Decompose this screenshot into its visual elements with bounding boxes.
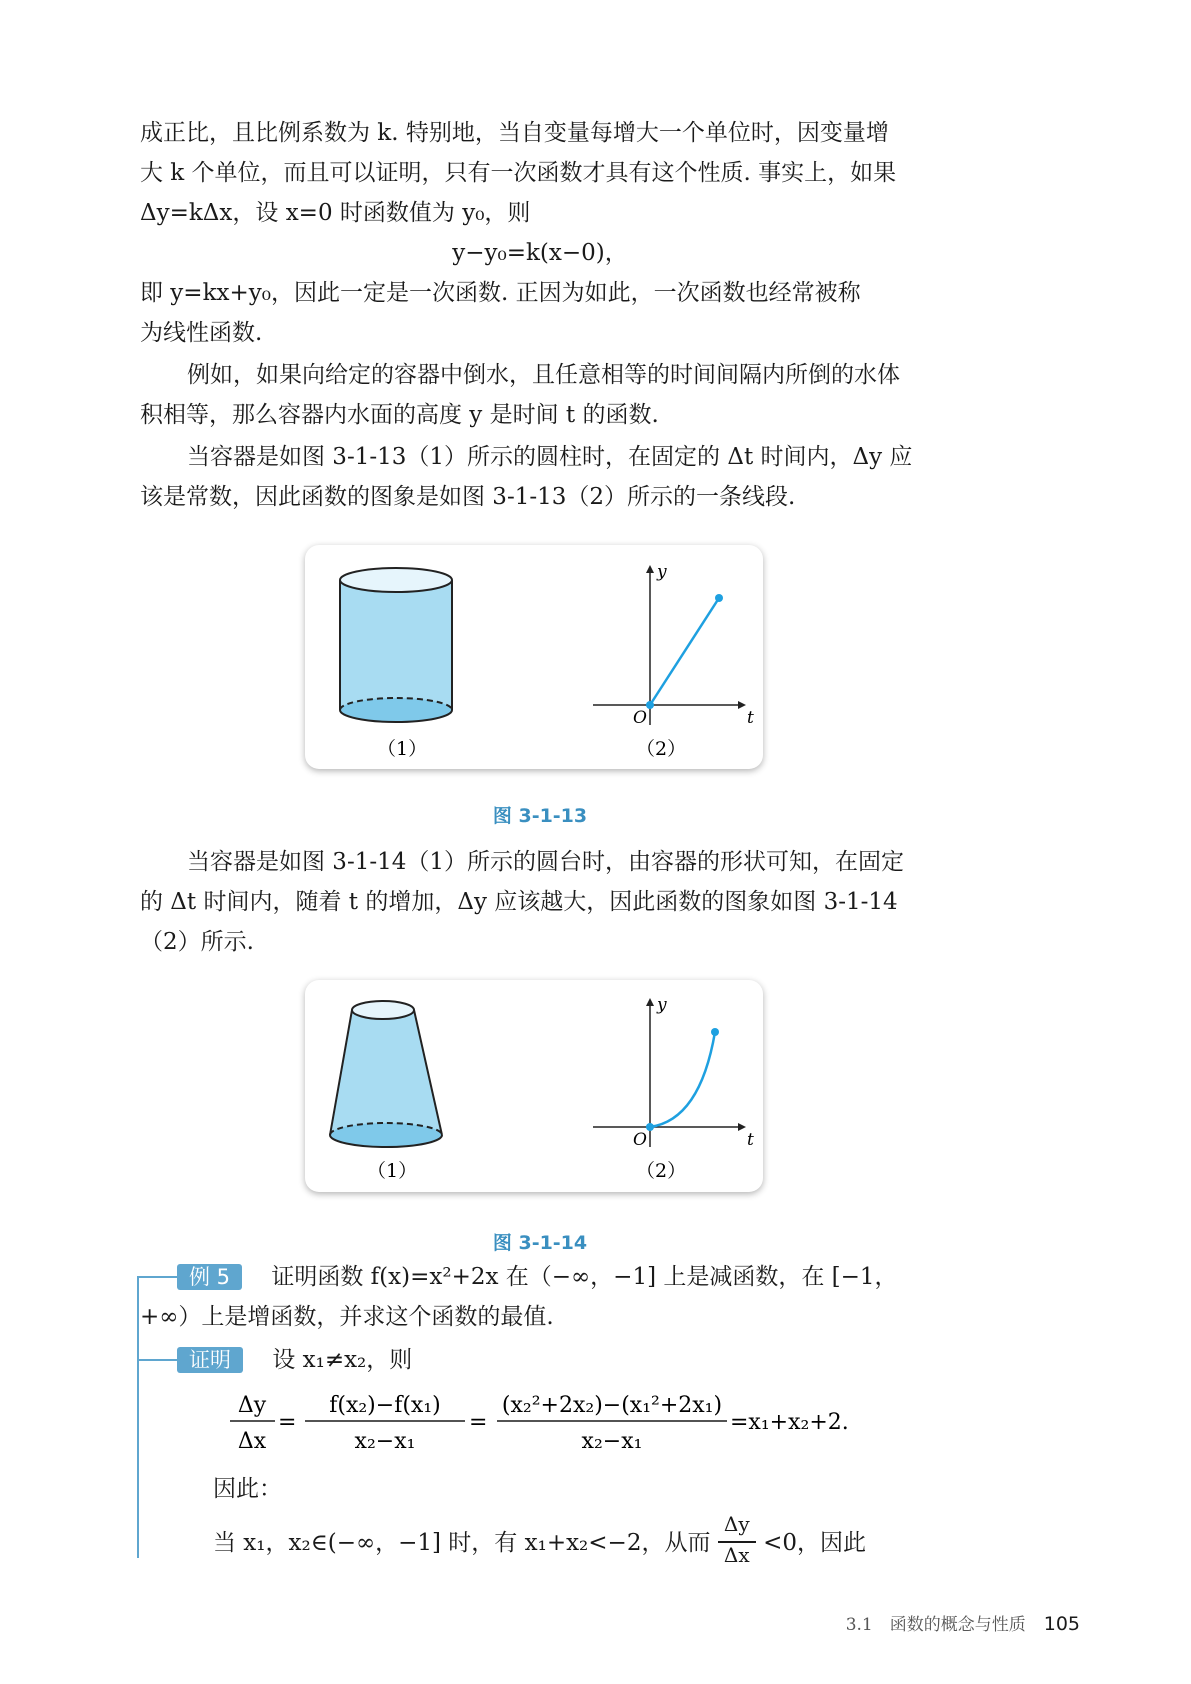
fraction-numerator: f(x₂)−f(x₁) — [329, 1393, 441, 1418]
example-rail-tick — [137, 1276, 177, 1278]
section-title: 3.1 函数的概念与性质 — [845, 1615, 1026, 1635]
proof-line: 设 x₁≠x₂，则 — [272, 1347, 413, 1373]
y-axis-label: y — [657, 562, 667, 582]
fraction-denominator: x₂−x₁ — [354, 1429, 416, 1454]
example-tag: 例 5 — [177, 1264, 242, 1290]
figure-3-1-14-drawing — [305, 980, 763, 1192]
example-statement-line: +∞）上是增函数，并求这个函数的最值. — [140, 1304, 554, 1330]
example-heading — [177, 1262, 898, 1292]
end-point — [715, 594, 723, 602]
proof-text: 当 x₁，x₂∈(−∞，−1] 时，有 x₁+x₂<−2，从而 — [213, 1530, 711, 1556]
subfigure-label-1: （1） — [377, 738, 428, 760]
paragraph-line: 大 k 个单位，而且可以证明，只有一次函数才具有这个性质. 事实上，如果 — [140, 160, 897, 186]
fraction-numerator: (x₂²+2x₂)−(x₁²+2x₁) — [501, 1393, 723, 1418]
example-rail-tick — [137, 1359, 177, 1361]
frustum-body — [330, 1010, 442, 1135]
proof-line: 因此： — [213, 1476, 282, 1502]
paragraph-line: 为线性函数. — [140, 320, 263, 346]
linear-segment — [650, 598, 719, 705]
y-axis-arrow — [646, 565, 654, 573]
subfigure-label-2: （2） — [636, 1160, 687, 1182]
paragraph-line: 当容器是如图 3-1-14（1）所示的圆台时，由容器的形状可知，在固定 — [187, 849, 905, 875]
x-axis-label: t — [747, 1130, 754, 1150]
paragraph-line: 的 Δt 时间内，随着 t 的增加，Δy 应该越大，因此函数的图象如图 3-1-14 — [140, 889, 898, 915]
origin-label: O — [633, 1130, 647, 1150]
figure-caption: 图 3-1-13 — [492, 805, 588, 827]
subfigure-label-1: （1） — [367, 1160, 418, 1182]
equals-sign: = — [469, 1410, 488, 1435]
paragraph-line: 该是常数，因此函数的图象是如图 3-1-13（2）所示的一条线段. — [140, 484, 796, 510]
fraction-numerator: Δy — [723, 1512, 750, 1536]
x-axis-arrow — [738, 701, 746, 709]
proof-tag: 证明 — [177, 1347, 243, 1373]
paragraph-line: （2）所示. — [140, 929, 254, 955]
paragraph-line: 例如，如果向给定的容器中倒水，且任意相等的时间间隔内所倒的水体 — [187, 362, 900, 388]
cylinder-top — [340, 568, 452, 592]
y-axis-arrow — [646, 998, 654, 1006]
paragraph-line: 当容器是如图 3-1-13（1）所示的圆柱时，在固定的 Δt 时间内，Δy 应 — [187, 444, 913, 470]
x-axis-arrow — [738, 1123, 746, 1131]
page-number: 105 — [1043, 1613, 1080, 1635]
fraction-denominator: x₂−x₁ — [581, 1429, 643, 1454]
proof-text: <0，因此 — [763, 1530, 866, 1556]
page-footer — [0, 1610, 1080, 1635]
x-axis-label: t — [747, 708, 754, 728]
difference-quotient-equation — [225, 1385, 925, 1461]
example-statement: 证明函数 f(x)=x²+2x 在（−∞，−1] 上是减函数，在 [−1， — [271, 1264, 898, 1290]
end-point — [711, 1028, 719, 1036]
fraction-result: =x₁+x₂+2. — [730, 1410, 849, 1435]
fraction-denominator: Δx — [237, 1429, 267, 1454]
figure-caption: 图 3-1-14 — [492, 1232, 588, 1254]
subfigure-label-2: （2） — [636, 738, 687, 760]
paragraph-line: 即 y=kx+y₀，因此一定是一次函数. 正因为如此，一次函数也经常被称 — [140, 280, 861, 306]
y-axis-label: y — [657, 995, 667, 1015]
paragraph-line: Δy=kΔx，设 x=0 时函数值为 y₀，则 — [140, 200, 531, 226]
cylinder-body — [340, 580, 452, 710]
paragraph-line: 积相等，那么容器内水面的高度 y 是时间 t 的函数. — [140, 402, 659, 428]
start-point — [646, 1123, 654, 1131]
figure-3-1-13 — [305, 545, 763, 769]
equation: y−y₀=k(x−0)， — [452, 240, 628, 266]
paragraph-line: 成正比，且比例系数为 k. 特别地，当自变量每增大一个单位时，因变量增 — [140, 120, 889, 146]
example-rail — [137, 1276, 139, 1558]
fraction-numerator: Δy — [237, 1393, 267, 1418]
proof-heading — [177, 1345, 412, 1375]
figure-3-1-13-drawing — [305, 545, 763, 769]
fraction-denominator: Δx — [723, 1543, 750, 1567]
equals-sign: = — [278, 1410, 297, 1435]
figure-3-1-14 — [305, 980, 763, 1192]
increasing-curve — [650, 1032, 715, 1127]
origin-label: O — [633, 708, 647, 728]
start-point — [646, 701, 654, 709]
frustum-top — [352, 1001, 414, 1019]
